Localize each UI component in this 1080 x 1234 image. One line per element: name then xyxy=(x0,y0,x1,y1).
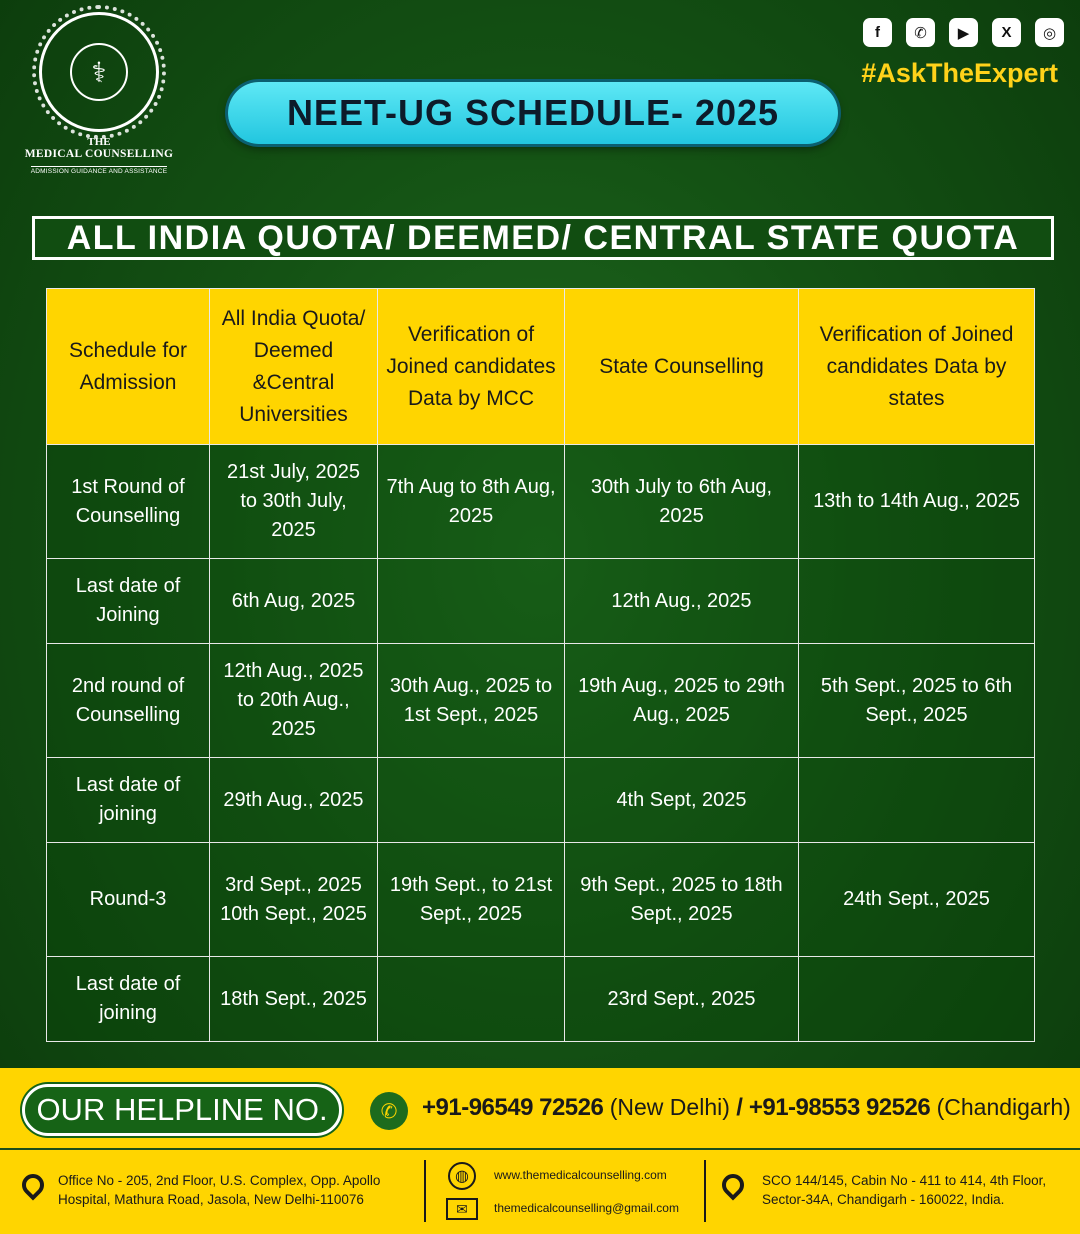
city-chandigarh: (Chandigarh) xyxy=(936,1094,1071,1120)
address-chandigarh xyxy=(762,1171,1046,1209)
header-schedule: Schedule for Admission xyxy=(47,289,210,445)
table-cell: Last date of joining xyxy=(47,758,210,843)
location-pin-icon xyxy=(17,1169,48,1200)
table-cell xyxy=(378,957,565,1042)
header-state-counselling: State Counselling xyxy=(565,289,799,445)
location-pin-icon xyxy=(717,1169,748,1200)
helpline-bar xyxy=(0,1068,1080,1150)
table-cell: 13th to 14th Aug., 2025 xyxy=(799,445,1035,559)
header-verification-mcc: Verification of Joined candidates Data by MCC xyxy=(378,289,565,445)
address-new-delhi-line2: Hospital, Mathura Road, Jasola, New Delhi-110076 xyxy=(58,1192,364,1207)
address-chandigarh-line1: SCO 144/145, Cabin No - 411 to 414, 4th Floor, xyxy=(762,1173,1047,1188)
table-cell: 7th Aug to 8th Aug, 2025 xyxy=(378,445,565,559)
table-row xyxy=(47,758,1035,843)
table-row xyxy=(47,445,1035,559)
table-cell: 6th Aug, 2025 xyxy=(210,559,378,644)
address-chandigarh-line2: Sector-34A, Chandigarh - 160022, India. xyxy=(762,1192,1005,1207)
table-cell: 12th Aug., 2025 xyxy=(565,559,799,644)
footer xyxy=(0,1150,1080,1234)
footer-divider xyxy=(704,1160,706,1222)
schedule-table xyxy=(46,288,1035,1042)
table-row xyxy=(47,843,1035,957)
table-cell xyxy=(378,758,565,843)
table-cell xyxy=(799,559,1035,644)
phone-new-delhi[interactable]: +91-96549 72526 xyxy=(422,1094,604,1121)
table-cell: Last date of joining xyxy=(47,957,210,1042)
logo-name: MEDICAL COUNSELLING xyxy=(24,148,174,160)
social-links xyxy=(863,18,1064,47)
table-cell: 5th Sept., 2025 to 6th Sept., 2025 xyxy=(799,644,1035,758)
table-cell: 30th July to 6th Aug, 2025 xyxy=(565,445,799,559)
phone-separator: / xyxy=(736,1094,743,1121)
table-cell: 21st July, 2025 to 30th July, 2025 xyxy=(210,445,378,559)
instagram-icon[interactable]: ◎ xyxy=(1035,18,1064,47)
mail-icon: ✉ xyxy=(446,1198,478,1220)
x-icon[interactable]: X xyxy=(992,18,1021,47)
footer-divider xyxy=(424,1160,426,1222)
logo-tagline: ADMISSION GUIDANCE AND ASSISTANCE xyxy=(30,168,168,175)
email-link[interactable]: themedicalcounselling@gmail.com xyxy=(494,1201,679,1215)
quota-banner: ALL INDIA QUOTA/ DEEMED/ CENTRAL STATE QUOTA xyxy=(32,216,1054,260)
globe-icon: ◍ xyxy=(448,1162,476,1190)
table-cell: 3rd Sept., 2025 10th Sept., 2025 xyxy=(210,843,378,957)
table-row xyxy=(47,559,1035,644)
phone-chandigarh[interactable]: +91-98553 92526 xyxy=(748,1094,931,1121)
caduceus-tree-icon: ⚕ xyxy=(70,43,128,101)
header-all-india-quota: All India Quota/ Deemed &Central Universities xyxy=(210,289,378,445)
youtube-icon[interactable]: ▶ xyxy=(949,18,978,47)
logo-the: THE xyxy=(87,136,111,148)
phone-icon: ✆ xyxy=(370,1092,408,1130)
table-cell: 9th Sept., 2025 to 18th Sept., 2025 xyxy=(565,843,799,957)
logo-emblem xyxy=(39,12,159,132)
table-cell xyxy=(799,758,1035,843)
table-cell: 19th Aug., 2025 to 29th Aug., 2025 xyxy=(565,644,799,758)
table-cell: 18th Sept., 2025 xyxy=(210,957,378,1042)
header-verification-states: Verification of Joined candidates Data by states xyxy=(799,289,1035,445)
table-cell xyxy=(378,559,565,644)
table-cell: Round-3 xyxy=(47,843,210,957)
table-row xyxy=(47,644,1035,758)
table-cell xyxy=(799,957,1035,1042)
facebook-icon[interactable]: f xyxy=(863,18,892,47)
address-new-delhi-line1: Office No - 205, 2nd Floor, U.S. Complex, Opp. Apollo xyxy=(58,1173,381,1188)
address-new-delhi xyxy=(58,1171,380,1209)
table-cell: 12th Aug., 2025 to 20th Aug., 2025 xyxy=(210,644,378,758)
table-cell: 23rd Sept., 2025 xyxy=(565,957,799,1042)
table-cell: 29th Aug., 2025 xyxy=(210,758,378,843)
table-header-row xyxy=(47,289,1035,445)
helpline-label: OUR HELPLINE NO. xyxy=(22,1084,342,1136)
page-title: NEET-UG SCHEDULE- 2025 xyxy=(228,82,838,144)
table-cell: 19th Sept., to 21st Sept., 2025 xyxy=(378,843,565,957)
hashtag: #AskTheExpert xyxy=(861,58,1058,88)
table-cell: 30th Aug., 2025 to 1st Sept., 2025 xyxy=(378,644,565,758)
table-row xyxy=(47,957,1035,1042)
table-cell: 2nd round of Counselling xyxy=(47,644,210,758)
whatsapp-icon[interactable]: ✆ xyxy=(906,18,935,47)
brand-logo xyxy=(14,12,184,175)
table-cell: 24th Sept., 2025 xyxy=(799,843,1035,957)
table-cell: 4th Sept, 2025 xyxy=(565,758,799,843)
website-link[interactable]: www.themedicalcounselling.com xyxy=(494,1168,667,1182)
helpline-numbers xyxy=(422,1094,1071,1122)
city-new-delhi: (New Delhi) xyxy=(609,1094,730,1120)
table-cell: 1st Round of Counselling xyxy=(47,445,210,559)
table-cell: Last date of Joining xyxy=(47,559,210,644)
